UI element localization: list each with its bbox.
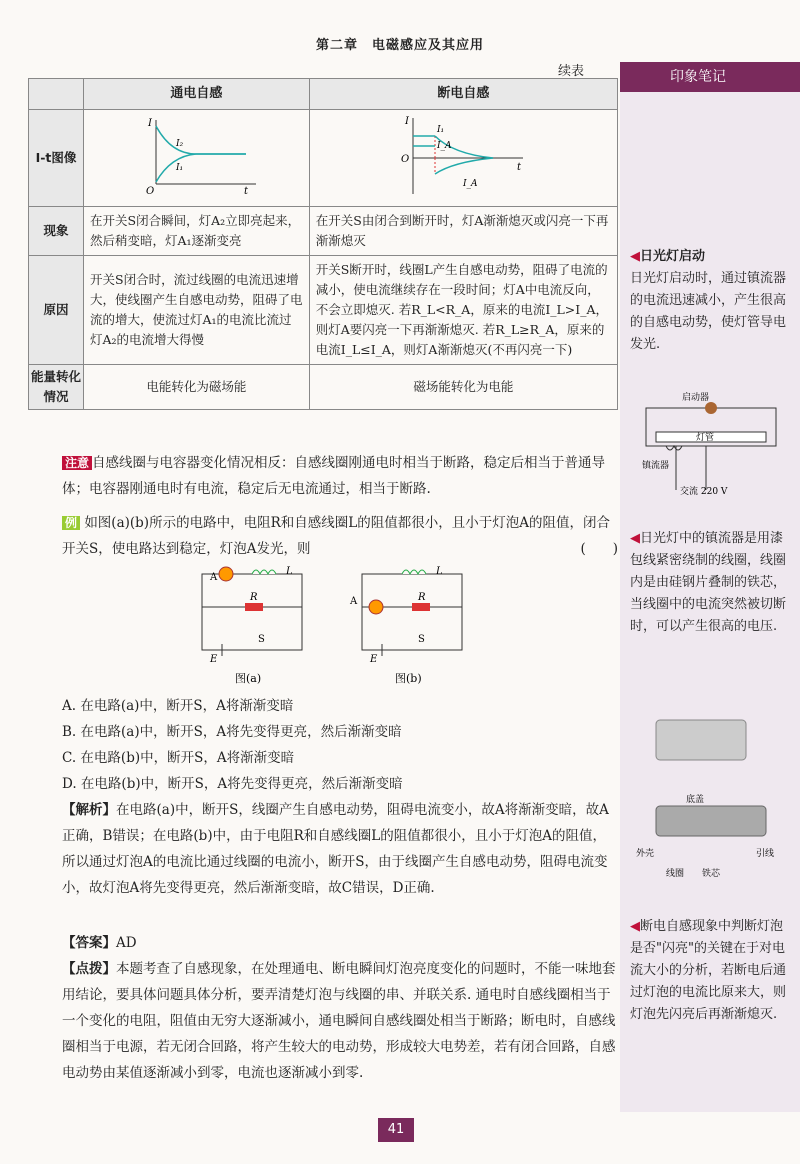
coil-label: 线圈 [666,869,685,879]
sidebar-note-1 [630,246,790,356]
col-header-on: 通电自感 [84,79,310,110]
sidebar-note-2 [630,528,790,638]
triangle-icon: ◀ [630,531,640,546]
row-header-it: I-t图像 [29,110,84,207]
label-ia: I_A [437,141,452,151]
sidebar-header [620,62,800,92]
row-header-reason: 原因 [29,256,84,365]
caption-a: 图(a) [235,672,262,685]
label-a: A [210,572,218,583]
triangle-icon: ◀ [630,249,640,264]
label-l: L [436,566,443,577]
core-label: 铁芯 [702,869,721,879]
starter [705,402,717,414]
option-a: A. 在电路(a)中，断开S，A将渐渐变暗 [62,698,294,714]
answer-tag: 【答案】 [62,935,116,951]
reason-on: 开关S闭合时，流过线圈的电流迅速增大，使线圈产生自感电动势，阻碍了电流的增大，使流过灯A₁的电流比流过灯A₂的电流增大得慢 [84,256,310,365]
ac-label: 交流 220 V [680,487,728,497]
label-i1: I₁ [437,125,445,135]
energy-off: 磁场能转化为电能 [309,365,617,410]
circuit-b [349,566,462,685]
resistor-a [245,603,263,611]
tip-text: 本题考查了自感现象，在处理通电、断电瞬间灯泡亮度变化的问题时，不能一味地套用结论，要具体问题具体分析，要弄清楚灯泡与线圈的串、并联关系. 通电时自感线圈相当于一个变化的电阻，阻值由无穷大逐渐减小，通电瞬间自感线圈处相当于断路；断电时，自感线圈相当于电源，若无闭合回路，将产生较大的电动势，形成较大电势差，若有闭合回路，自感电动势由某值逐渐减小到零，电流也逐渐减小到零. [62,961,616,1081]
comparison-table [28,78,618,410]
tube-label: 灯管 [696,433,715,443]
lamp-circuit [636,390,786,500]
analysis-block [62,797,618,901]
phen-on: 在开关S闭合瞬间，灯A₂立即亮起来，然后稍变暗，灯A₁逐渐变亮 [84,207,310,256]
label-e: E [370,654,378,665]
axis-label-t: t [517,162,522,173]
lamp-a [219,567,233,581]
continued-label: 续表 [558,64,585,79]
note2-text: 日光灯中的镇流器是用漆包线紧密绕制的线圈，线圈内是由硅钢片叠制的铁芯，当线圈中的电流突然被切断时，可以产生很高的电压. [630,531,787,634]
answer-paren: ( ) [580,541,618,557]
resistor-b [412,603,430,611]
ballast-exploded [656,806,766,836]
graph-off-cell [309,110,617,207]
option-d: D. 在电路(b)中，断开S，A将先变得更亮，然后渐渐变暗 [62,776,403,792]
label-a: A [350,596,358,607]
option-c: C. 在电路(b)中，断开S，A将渐渐变暗 [62,750,295,766]
sidebar-title: 印象笔记 [670,69,726,85]
ballast-box [656,720,746,760]
axis-label-i: I [405,116,410,127]
reason-off: 开关S断开时，线圈L产生自感电动势，阻碍了电流的减小，使电流继续存在一段时间；灯A中电流反向，不会立即熄灭. 若R_L<R_A，原来的电流I_L>I_A，则灯A要闪亮一下再渐渐熄灭. 若R_L≥R_A，原来的电流I_L≤I_A，则灯A渐渐熄灭(不再闪亮一下) [309,256,617,365]
label-i1: I₁ [176,163,184,173]
circuit-a [202,566,302,685]
curve-i2 [156,126,246,154]
note3-text: 断电自感现象中判断灯泡是否"闪亮"的关键在于对电流大小的分析，若断电后通过灯泡的电流比原来大，则灯泡先闪亮后再渐渐熄灭. [630,919,787,1022]
triangle-icon: ◀ [630,919,640,934]
cover-label: 底盖 [686,795,705,805]
table-corner [29,79,84,110]
note-tag: 注意 [62,456,92,470]
label-r: R [418,592,426,603]
label-l: L [286,566,293,577]
options-list [62,693,618,797]
example-block [62,510,618,562]
tip-block [62,956,618,1086]
curve-reverse [435,158,493,174]
axis-label-i: I [148,118,153,129]
note-text: 自感线圈与电容器变化情况相反：自感线圈刚通电时相当于断路，稳定后相当于普通导体；电容器刚通电时有电流，稳定后无电流通过，相当于断路. [62,455,606,497]
circuit-diagrams [190,562,480,690]
note1-head: 日光灯启动 [640,249,706,264]
label-ia-2: I_A [463,179,478,189]
chapter-title: 第二章 电磁感应及其应用 [315,38,484,53]
page-number: 41 [378,1118,414,1142]
row-header-phen: 现象 [29,207,84,256]
option-b: B. 在电路(a)中，断开S，A将先变得更亮，然后渐渐变暗 [62,724,402,740]
ballast-image [636,706,786,886]
label-s: S [258,634,265,645]
starter-label: 启动器 [682,393,710,403]
graph-on-cell [84,110,310,207]
tip-tag: 【点拨】 [62,961,116,977]
note-block [62,450,618,502]
shell-label: 外壳 [636,849,655,859]
col-header-off: 断电自感 [309,79,617,110]
row-header-energy: 能量转化情况 [29,365,84,410]
label-e: E [210,654,218,665]
energy-on: 电能转化为磁场能 [84,365,310,410]
label-s: S [418,634,425,645]
example-text: 如图(a)(b)所示的电路中，电阻R和自感线圈L的阻值都很小，且小于灯泡A的阻值，闭合开关S，使电路达到稳定，灯泡A发光，则 [62,515,610,557]
ballast-label: 镇流器 [642,461,670,471]
answer-block [62,930,618,956]
sidebar-note-3 [630,916,790,1026]
label-i2: I₂ [176,139,184,149]
graph-off [393,114,533,196]
wire-label: 引线 [756,849,775,859]
origin-label: O [401,154,410,165]
analysis-tag: 【解析】 [62,802,116,818]
note1-text: 日光灯启动时，通过镇流器的电流迅速减小，产生很高的自感电动势，使灯管导电发光. [630,271,787,352]
example-tag: 例 [62,516,80,530]
answer-text: AD [116,935,137,951]
axis-label-t: t [244,186,249,196]
origin-label: O [146,186,155,196]
lamp-b [369,600,383,614]
analysis-text: 在电路(a)中，断开S，线圈产生自感电动势，阻碍电流变小，故A将渐渐变暗，故A正确，B错误；在电路(b)中，由于电阻R和自感线圈L的阻值都很小，且小于灯泡A的阻值，所以通过灯泡A的电流比通过线圈的电流小，断开S，由于线圈产生自感电动势，阻碍电流变小，故灯泡A将先变得更亮，然后渐渐变暗，故C错误，D正确. [62,802,609,896]
graph-on [126,114,266,196]
caption-b: 图(b) [395,672,422,685]
phen-off: 在开关S由闭合到断开时，灯A渐渐熄灭或闪亮一下再渐渐熄灭 [309,207,617,256]
label-r: R [250,592,258,603]
curve-i1 [156,154,246,182]
